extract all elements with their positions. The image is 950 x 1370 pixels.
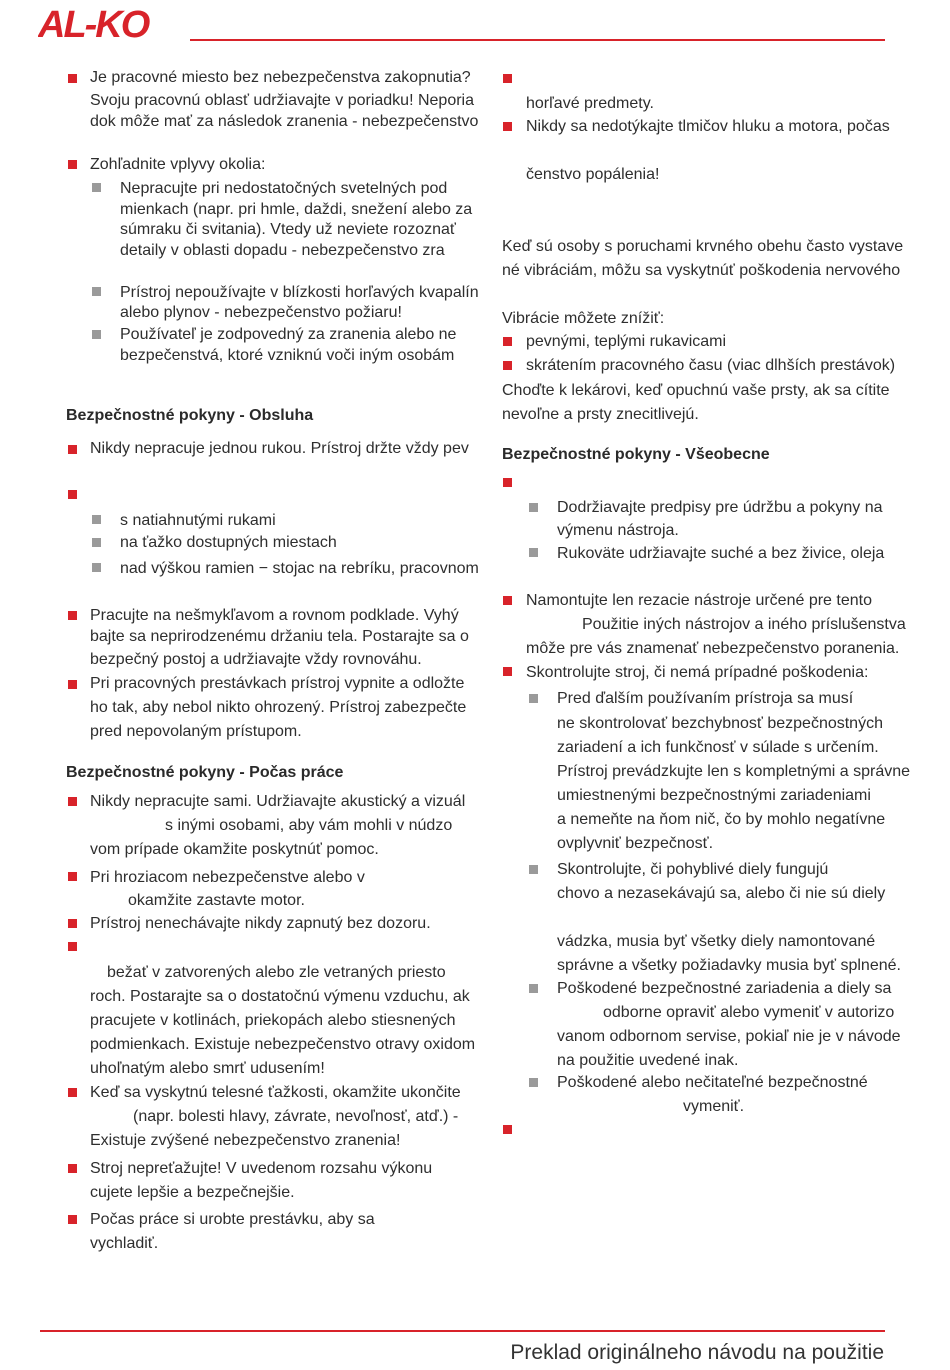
text-line: bežať v zatvorených alebo zle vetraných priesto xyxy=(107,964,446,981)
text-line: čenstvo popálenia! xyxy=(526,166,660,183)
bullet-gray xyxy=(529,548,538,557)
footer-rule xyxy=(40,1330,885,1332)
text-line: nad výškou ramien − stojac na rebríku, pracovnom xyxy=(120,560,479,577)
text-line: Svoju pracovnú oblasť udržiavajte v poriadku! Neporia xyxy=(90,92,474,109)
text-line: Existuje zvýšené nebezpečenstvo zranenia! xyxy=(90,1132,401,1149)
text-line: a nemeňte na ňom nič, čo by mohlo negatívne xyxy=(557,811,886,828)
text-line: chovo a nezasekávajú sa, alebo či nie sú diely xyxy=(557,885,886,902)
text-line: Nikdy nepracuje jednou rukou. Prístroj držte vždy pev xyxy=(90,440,469,457)
text-line: skrátením pracovného času (viac dlhších prestávok) xyxy=(526,357,896,374)
bullet-red xyxy=(503,596,512,605)
text-line: vychladiť. xyxy=(90,1235,159,1252)
text-line: Dodržiavajte predpisy pre údržbu a pokyny na xyxy=(557,499,883,516)
text-line: nevoľne a prsty znecitlivejú. xyxy=(502,406,699,423)
text-line: vymeniť. xyxy=(683,1098,745,1115)
bullet-red xyxy=(503,1125,512,1134)
text-line: Rukoväte udržiavajte suché a bez živice, oleja xyxy=(557,545,885,562)
text-line: Nikdy sa nedotýkajte tlmičov hluku a motora, počas xyxy=(526,118,890,135)
text-line: Poškodené alebo nečitateľné bezpečnostné xyxy=(557,1074,868,1091)
bullet-red xyxy=(503,478,512,487)
text-line: správne a všetky požiadavky musia byť splnené. xyxy=(557,957,901,974)
text-line: na použitie uvedené inak. xyxy=(557,1052,739,1069)
text-line: Skontrolujte stroj, či nemá prípadné poškodenia: xyxy=(526,664,869,681)
text-line: zariadení a ich funkčnosť v súlade s určením. xyxy=(557,739,879,756)
section-heading: Bezpečnostné pokyny - Všeobecne xyxy=(502,446,770,463)
text-line: vom prípade okamžite poskytnúť pomoc. xyxy=(90,841,379,858)
text-line: bezpečný postoj a udržiavajte vždy rovnováhu. xyxy=(90,651,422,668)
text-line: Namontujte len rezacie nástroje určené pre tento xyxy=(526,592,872,609)
text-line: vádzka, musia byť všetky diely namontované xyxy=(557,933,876,950)
text-line: môže pre vás znamenať nebezpečenstvo poranenia. xyxy=(526,640,900,657)
text-line: Zohľadnite vplyvy okolia: xyxy=(90,156,266,173)
text-line: ho tak, aby nebol nikto ohrozený. Prístroj zabezpečte xyxy=(90,699,467,716)
text-line: odborne opraviť alebo vymeniť v autorizo xyxy=(603,1004,895,1021)
bullet-red xyxy=(503,361,512,370)
text-line: uhoľnatým alebo smrť udusením! xyxy=(90,1060,325,1077)
text-line: Je pracovné miesto bez nebezpečenstva zakopnutia? xyxy=(90,69,471,86)
text-line: (napr. bolesti hlavy, závrate, nevoľnosť, atď.) - xyxy=(133,1108,459,1125)
text-line: cujete lepšie a bezpečnejšie. xyxy=(90,1184,295,1201)
text-line: mienkach (napr. pri hmle, daždi, snežení alebo za xyxy=(120,201,473,218)
text-line: Vibrácie môžete znížiť: xyxy=(502,310,665,327)
text-line: Keď sa vyskytnú telesné ťažkosti, okamžite ukončite xyxy=(90,1084,461,1101)
text-line: Poškodené bezpečnostné zariadenia a diely sa xyxy=(557,980,892,997)
bullet-red xyxy=(503,74,512,83)
bullet-red xyxy=(503,122,512,131)
text-line: Používateľ je zodpovedný za zranenia alebo ne xyxy=(120,326,457,343)
text-line: Pri hroziacom nebezpečenstve alebo v xyxy=(90,869,365,886)
text-line: bajte sa neprirodzenému držaniu tela. Postarajte sa o xyxy=(90,628,469,645)
text-line: ovplyvniť bezpečnosť. xyxy=(557,835,714,852)
text-line: na ťažko dostupných miestach xyxy=(120,534,337,551)
text-line: Pred ďalším používaním prístroja sa musí xyxy=(557,690,854,707)
text-line: pracujete v kotlinách, priekopách alebo stiesnených xyxy=(90,1012,456,1029)
bullet-gray xyxy=(529,984,538,993)
text-line: horľavé predmety. xyxy=(526,95,654,112)
text-line: Stroj nepreťažujte! V uvedenom rozsahu výkonu xyxy=(90,1160,433,1177)
text-line: podmienkach. Existuje nebezpečenstvo otravy oxidom xyxy=(90,1036,476,1053)
text-line: né vibráciám, môžu sa vyskytnúť poškodenia nervového xyxy=(502,262,901,279)
text-line: s inými osobami, aby vám mohli v núdzo xyxy=(165,817,453,834)
text-line: dok môže mať za následok zranenia - nebezpečenstvo xyxy=(90,113,479,130)
bullet-gray xyxy=(529,865,538,874)
section-heading: Bezpečnostné pokyny - Obsluha xyxy=(66,407,314,424)
text-line: Počas práce si urobte prestávku, aby sa xyxy=(90,1211,375,1228)
text-line: okamžite zastavte motor. xyxy=(128,892,305,909)
text-line: Skontrolujte, či pohyblivé diely fungujú xyxy=(557,861,829,878)
text-line: ne skontrolovať bezchybnosť bezpečnostných xyxy=(557,715,883,732)
text-line: Keď sú osoby s poruchami krvného obehu často vystave xyxy=(502,238,904,255)
text-line: výmenu nástroja. xyxy=(557,522,679,539)
bullet-red xyxy=(503,337,512,346)
bullet-gray xyxy=(529,503,538,512)
section-heading: Bezpečnostné pokyny - Počas práce xyxy=(66,764,344,781)
footer-title: Preklad originálneho návodu na použitie xyxy=(510,1341,884,1364)
text-line: bezpečenstvá, ktoré vzniknú voči iným osobám xyxy=(120,347,455,364)
text-line: Použitie iných nástrojov a iného príslušenstva xyxy=(582,616,906,633)
text-line: detaily v oblasti dopadu - nebezpečenstvo zra xyxy=(120,242,445,259)
bullet-gray xyxy=(529,694,538,703)
text-line: Prístroj nenechávajte nikdy zapnutý bez dozoru. xyxy=(90,915,431,932)
text-line: Prístroj nepoužívajte v blízkosti horľavých kvapalín xyxy=(120,284,479,301)
text-line: s natiahnutými rukami xyxy=(120,512,276,529)
text-line: Pracujte na nešmykľavom a rovnom podklade. Vyhý xyxy=(90,607,459,624)
bullet-red xyxy=(503,667,512,676)
text-line: súmraku či svitania). Vtedy už neviete rozoznať xyxy=(120,221,456,238)
logo-text: AL-KO xyxy=(38,4,149,42)
bullet-gray xyxy=(529,1078,538,1087)
text-line: Prístroj prevádzkujte len s kompletnými a správne xyxy=(557,763,911,780)
text-line: Choďte k lekárovi, keď opuchnú vaše prsty, ak sa cítite xyxy=(502,382,890,399)
text-line: umiestnenými bezpečnostnými zariadeniami xyxy=(557,787,871,804)
text-line: roch. Postarajte sa o dostatočnú výmenu vzduchu, ak xyxy=(90,988,470,1005)
text-line: alebo plynov - nebezpečenstvo požiaru! xyxy=(120,304,402,321)
text-line: Nikdy nepracujte sami. Udržiavajte akustický a vizuál xyxy=(90,793,466,810)
text-line: vanom odbornom servise, pokiaľ nie je v návode xyxy=(557,1028,901,1045)
text-line: Pri pracovných prestávkach prístroj vypnite a odložte xyxy=(90,675,465,692)
text-line: pevnými, teplými rukavicami xyxy=(526,333,727,350)
text-line: pred nepovolaným prístupom. xyxy=(90,723,302,740)
text-line: Nepracujte pri nedostatočných svetelných pod xyxy=(120,180,448,197)
